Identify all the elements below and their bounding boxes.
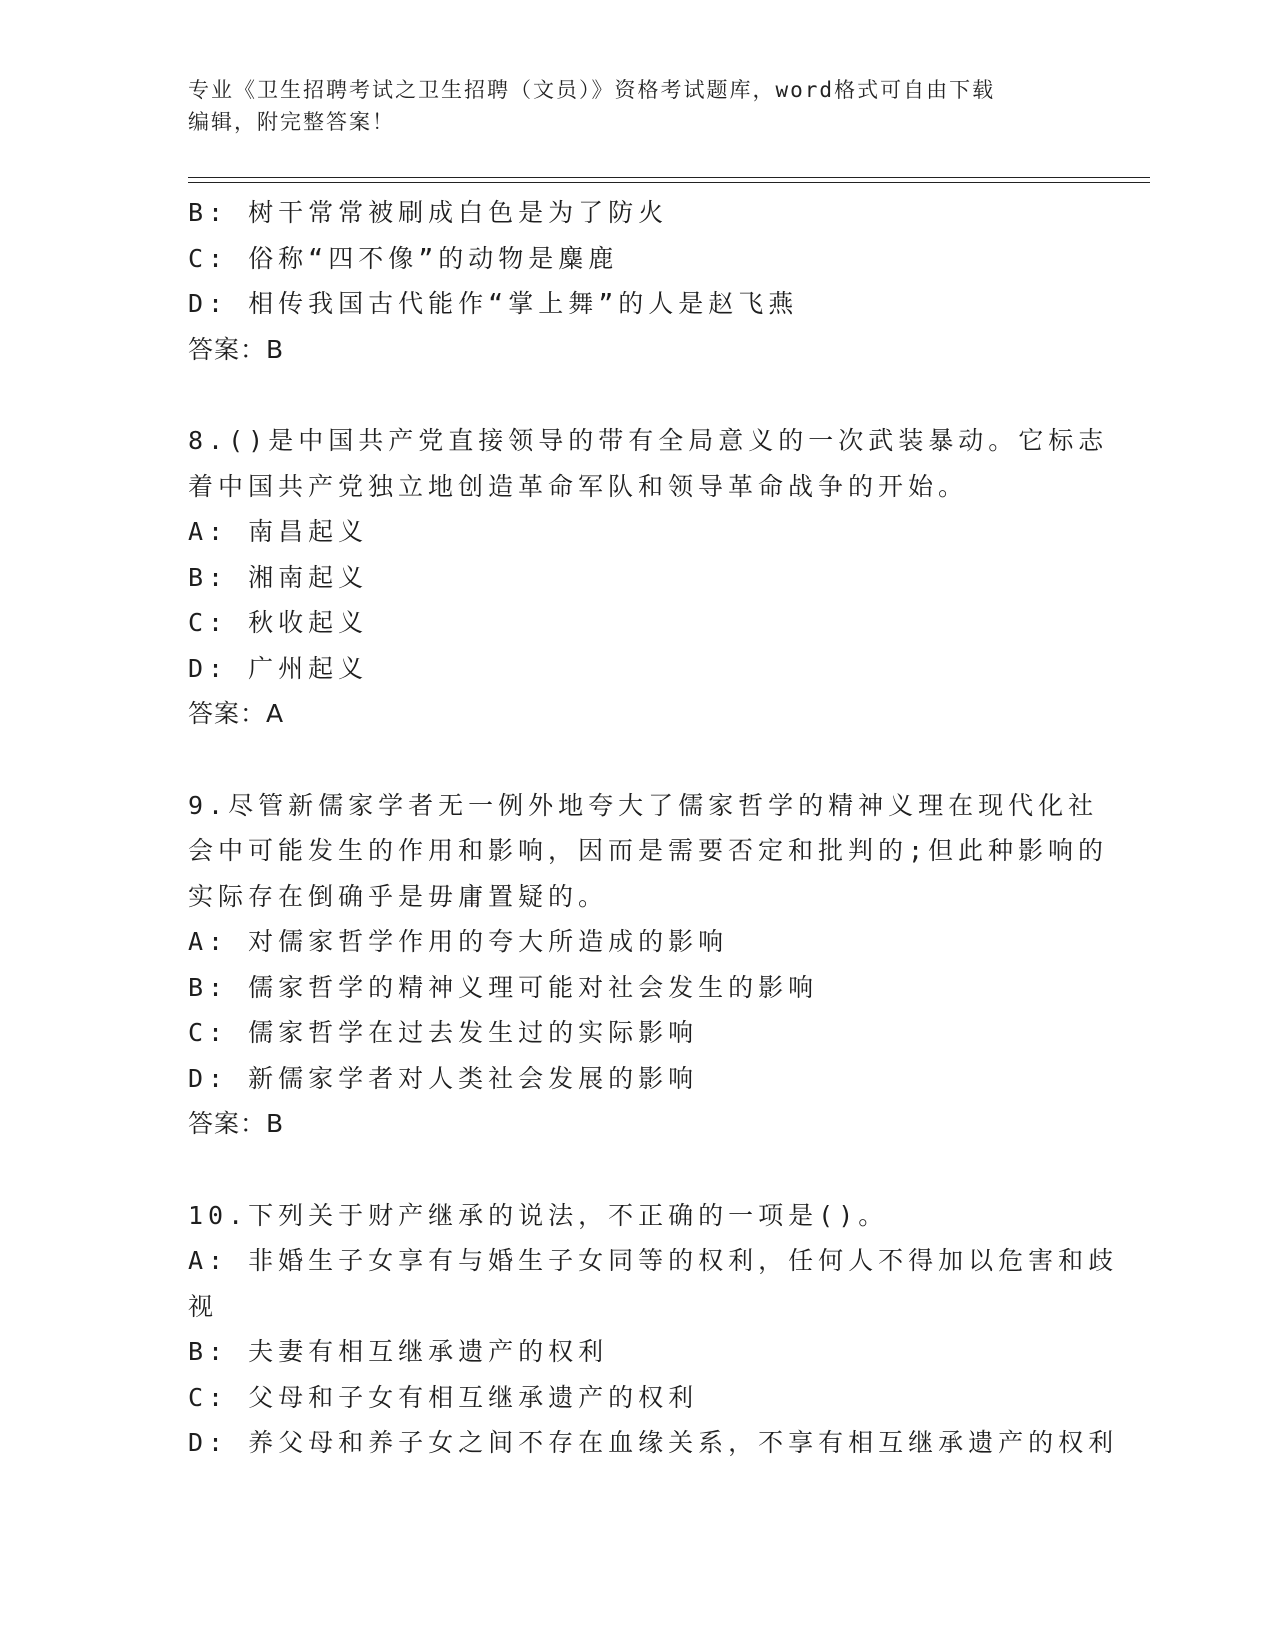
q8-option-a: A: 南昌起义: [188, 517, 369, 546]
q8-option-c: C: 秋收起义: [188, 608, 369, 637]
q9-option-d: D: 新儒家学者对人类社会发展的影响: [188, 1063, 699, 1093]
q10-option-c: C: 父母和子女有相互继承遗产的权利: [188, 1382, 699, 1412]
question-7: [188, 190, 1088, 372]
spacer: [188, 372, 1088, 418]
q9-stem-line-2: 会中可能发生的作用和影响，因而是需要否定和批判的;但此种影响的: [188, 836, 1109, 865]
q10-option-a-line-2: 视: [188, 1291, 219, 1321]
spacer: [188, 737, 1088, 783]
spacer: [188, 1147, 1088, 1193]
question-9: [188, 783, 1109, 1147]
q9-stem-line-3: 实际存在倒确乎是毋庸置疑的。: [188, 881, 609, 911]
header-line-2: 编辑，附完整答案！: [188, 110, 395, 134]
q10-stem-line-1: 10.下列关于财产继承的说法，不正确的一项是()。: [188, 1200, 889, 1230]
q10-option-a-line-1: A: 非婚生子女享有与婚生子女同等的权利，任何人不得加以危害和歧: [188, 1246, 1119, 1275]
header-divider-top: [188, 177, 1150, 178]
q9-stem-line-1: 9.尽管新儒家学者无一例外地夸大了儒家哲学的精神义理在现代化社: [188, 790, 1099, 820]
q8-answer: 答案：A: [188, 699, 285, 728]
q8-option-b: B: 湘南起义: [188, 562, 369, 592]
q8-stem-line-1: 8.()是中国共产党直接领导的带有全局意义的一次武装暴动。它标志: [188, 426, 1109, 455]
q8-stem-line-2: 着中国共产党独立地创造革命军队和领导革命战争的开始。: [188, 471, 969, 501]
question-10: [188, 1193, 1119, 1466]
q10-option-d: D: 养父母和养子女之间不存在血缘关系，不享有相互继承遗产的权利: [188, 1428, 1119, 1457]
q9-option-c: C: 儒家哲学在过去发生过的实际影响: [188, 1018, 699, 1047]
q7-option-b: B: 树干常常被刷成白色是为了防火: [188, 198, 669, 227]
q9-option-a: A: 对儒家哲学作用的夸大所造成的影响: [188, 927, 729, 956]
q7-option-d: D: 相传我国古代能作“掌上舞”的人是赵飞燕: [188, 289, 799, 318]
q8-option-d: D: 广州起义: [188, 653, 369, 683]
document-header: [188, 74, 1088, 138]
q9-answer: 答案：B: [188, 1109, 285, 1138]
question-8: [188, 418, 1109, 737]
header-divider-bottom: [188, 182, 1150, 183]
q7-answer: 答案：B: [188, 334, 285, 364]
header-line-1: 专业《卫生招聘考试之卫生招聘（文员）》资格考试题库，word格式可自由下载: [188, 78, 996, 102]
q9-option-b: B: 儒家哲学的精神义理可能对社会发生的影响: [188, 972, 819, 1002]
question-content: [188, 190, 1119, 1466]
q10-option-b: B: 夫妻有相互继承遗产的权利: [188, 1337, 609, 1366]
q7-option-c: C: 俗称“四不像”的动物是麋鹿: [188, 243, 619, 273]
